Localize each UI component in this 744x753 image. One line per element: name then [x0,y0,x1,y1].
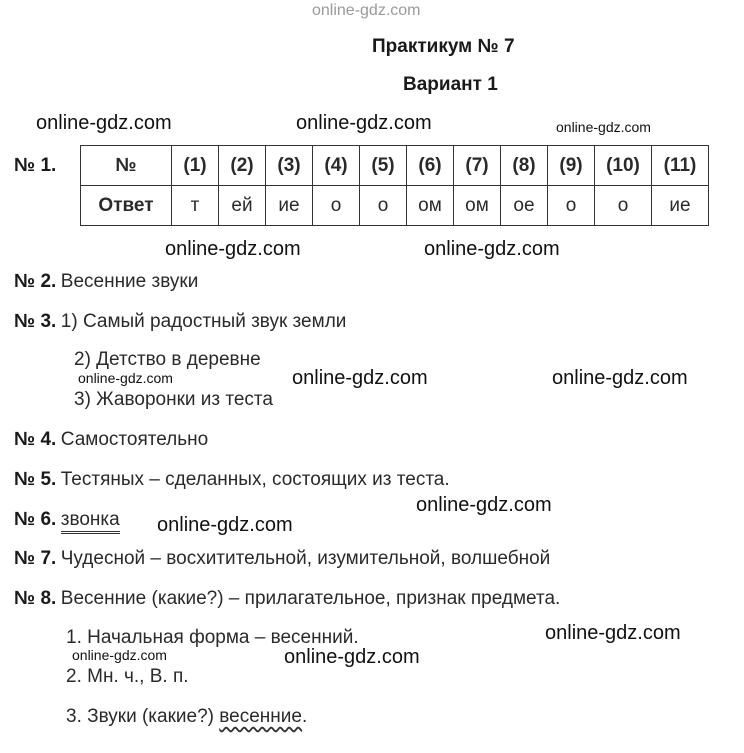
table-cell: о [313,186,360,226]
table-cell: ие [652,186,709,226]
task-3-item-3: 3) Жаворонки из теста [74,389,273,410]
task-7-text: Чудесной – восхитительной, изумительной, волшебной [60,548,551,569]
table-cell: (8) [501,146,548,186]
task-8-text: Весенние (какие?) – прилагательное, признак предмета. [60,588,561,609]
table-cell: ое [501,186,548,226]
task-4-label: № 4. [14,429,57,450]
table-cell: о [548,186,595,226]
table-answer-row [81,186,709,226]
answer-table [80,145,709,226]
table-header-row [81,146,709,186]
watermark: online-gdz.com [552,367,688,389]
watermark: online-gdz.com [416,494,552,516]
table-cell: (2) [219,146,266,186]
table-cell: ие [266,186,313,226]
task-8 [14,588,560,610]
task-4-text: Самостоятельно [60,429,209,450]
task-3-item-2: 2) Детство в деревне [74,349,261,370]
table-row-label: Ответ [81,186,172,226]
task-2-text: Весенние звуки [60,271,199,292]
page-title: Практикум № 7 [372,36,515,57]
task-6 [14,509,120,531]
task-7-label: № 7. [14,548,57,569]
table-cell: (6) [407,146,454,186]
table-row-label: № [81,146,172,186]
task-5-text: Тестяных – сделанных, состоящих из теста. [60,469,450,490]
watermark: online-gdz.com [284,646,420,668]
task-8-item-3-prefix: 3. Звуки (какие?) [66,706,220,727]
task-8-item-3 [66,706,307,728]
watermark: online-gdz.com [424,238,560,260]
task-8-label: № 8. [14,588,57,609]
table-cell: (7) [454,146,501,186]
table-cell: (5) [360,146,407,186]
variant-title: Вариант 1 [403,74,498,95]
watermark: online-gdz.com [545,622,681,644]
task-8-item-2: 2. Мн. ч., В. п. [66,666,189,687]
table-cell: (10) [595,146,652,186]
table-cell: (11) [652,146,709,186]
table-cell: (3) [266,146,313,186]
watermark: online-gdz.com [72,647,167,663]
watermark: online-gdz.com [78,370,173,386]
task-1-label: № 1. [14,155,57,176]
table-cell: о [595,186,652,226]
task-4 [14,429,208,451]
watermark: online-gdz.com [36,112,172,134]
table-cell: ом [454,186,501,226]
task-3 [14,311,346,333]
watermark-top: online-gdz.com [312,2,421,19]
table-cell: (4) [313,146,360,186]
task-3-label: № 3. [14,311,57,332]
table-cell: (9) [548,146,595,186]
task-2-label: № 2. [14,271,57,292]
watermark: online-gdz.com [157,514,293,536]
task-6-text: звонка [61,509,120,534]
task-5-label: № 5. [14,469,57,490]
watermark: online-gdz.com [292,367,428,389]
watermark: online-gdz.com [296,112,432,134]
table-cell: т [172,186,219,226]
watermark: online-gdz.com [165,238,301,260]
watermark: online-gdz.com [556,119,651,135]
task-3-item-1: 1) Самый радостный звук земли [60,311,347,332]
task-8-item-3-word: весенние [219,706,302,727]
table-cell: о [360,186,407,226]
table-cell: ей [219,186,266,226]
task-6-label: № 6. [14,509,57,530]
task-5 [14,469,450,491]
task-8-item-1: 1. Начальная форма – весенний. [66,627,359,648]
task-8-item-3-suffix: . [301,706,308,727]
task-2 [14,271,198,293]
table-cell: (1) [172,146,219,186]
table-cell: ом [407,186,454,226]
task-7 [14,548,550,570]
